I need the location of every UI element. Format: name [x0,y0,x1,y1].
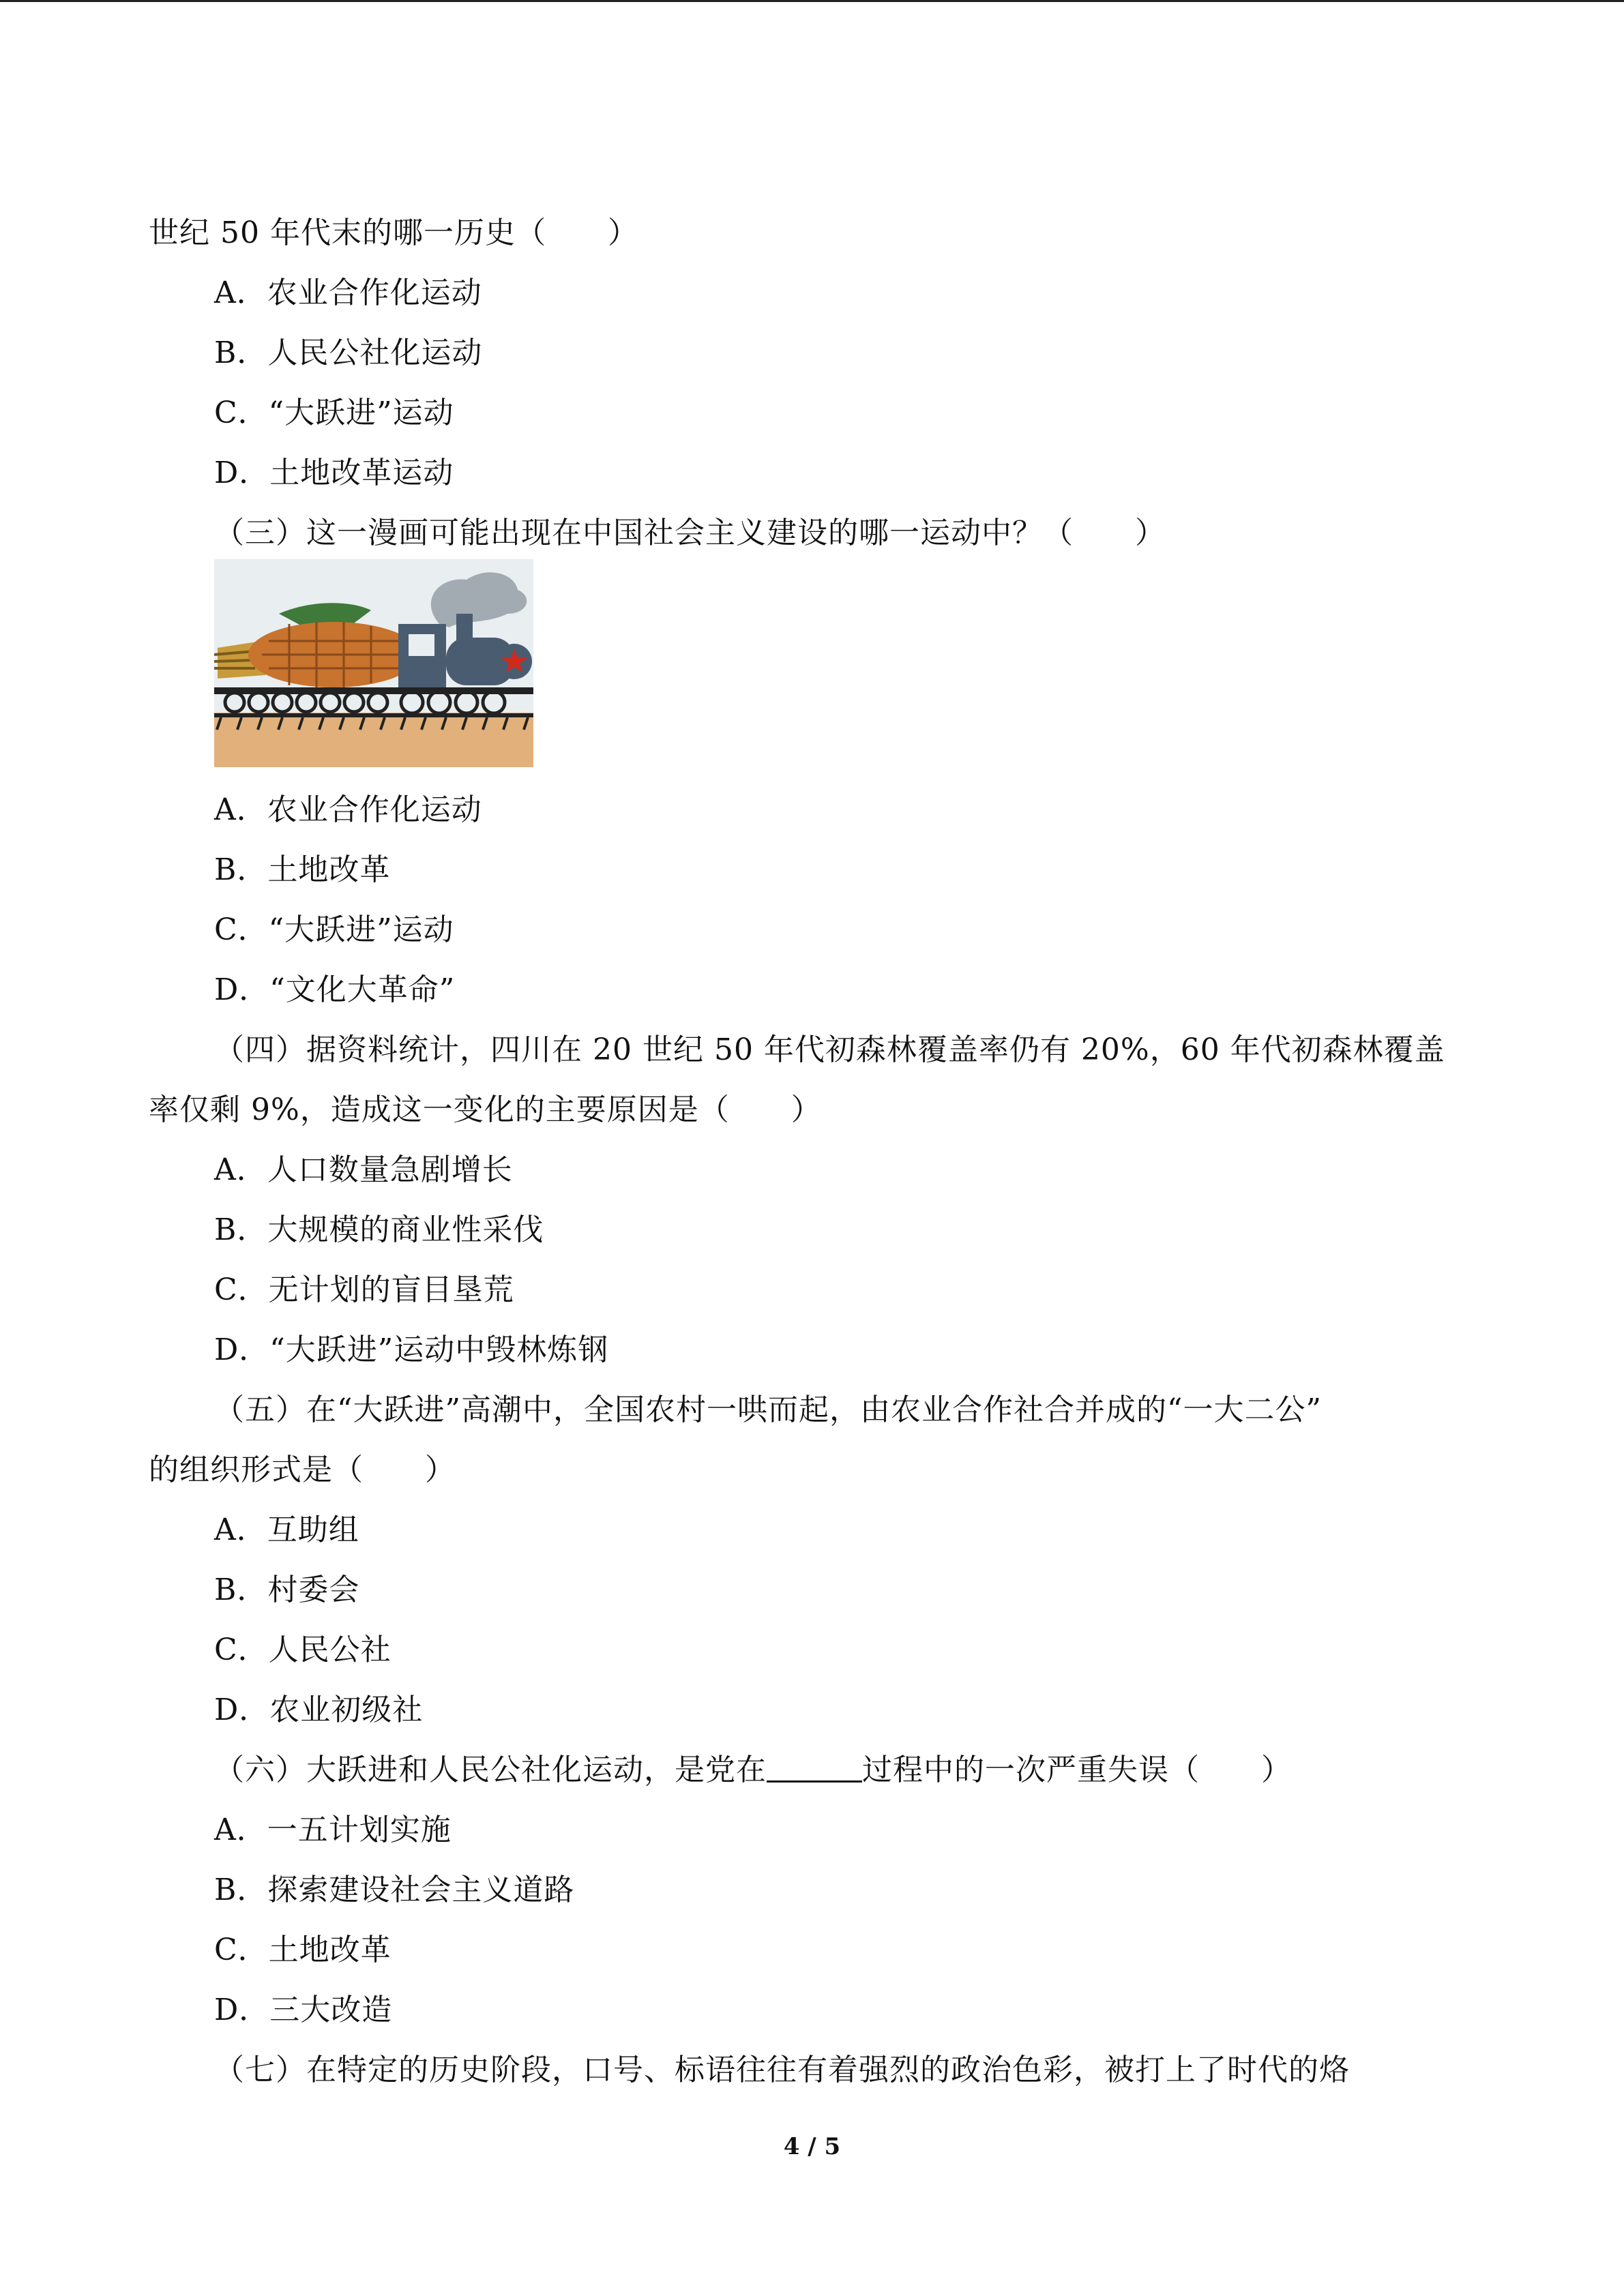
option-c: C．土地改革 [214,1933,392,1967]
question-4-stem: （四）据资料统计，四川在 20 世纪 50 年代初森林覆盖率仍有 20%，60 年代初森林覆盖 [214,1032,1445,1067]
option-a: A．农业合作化运动 [214,275,482,310]
option-c: C．无计划的盲目垦荒 [214,1272,514,1307]
option-a: A．农业合作化运动 [214,792,482,827]
option-b: B．大规模的商业性采伐 [214,1212,544,1247]
option-d: D．“文化大革命” [214,972,456,1007]
option-a: A．互助组 [214,1512,359,1547]
question-5-stem: （五）在“大跃进”高潮中，全国农村一哄而起，由农业合作社合并成的“一大二公” [214,1392,1322,1427]
question-3-stem: （三）这一漫画可能出现在中国社会主义建设的哪一运动中？（ ） [214,516,1166,550]
question-6-stem-part1: （六）大跃进和人民公社化运动，是党在 [214,1753,767,1787]
option-c: C．“大跃进”运动 [214,396,454,430]
page-number: 4 / 5 [783,2133,841,2160]
option-c: C．“大跃进”运动 [214,912,454,947]
option-b: B．村委会 [214,1572,360,1607]
option-d: D．农业初级社 [214,1693,424,1727]
question-6-stem-part2: 过程中的一次严重失误（ ） [862,1753,1292,1787]
fill-in-blank [767,1750,862,1783]
option-d: D．土地改革运动 [214,456,454,490]
option-d: D．三大改造 [214,1993,393,2027]
question-6-stem [214,1750,1292,1791]
option-c: C．人民公社 [214,1632,392,1667]
rail-bottom [214,713,533,717]
option-d: D．“大跃进”运动中毁林炼钢 [214,1332,609,1367]
question-text-line: 世纪 50 年代末的哪一历史（ ） [149,215,638,250]
option-b: B．土地改革 [214,852,391,887]
option-a: A．一五计划实施 [214,1813,452,1847]
top-border-line [0,0,1624,2]
question-7-stem: （七）在特定的历史阶段，口号、标语往往有着强烈的政治色彩，被打上了时代的烙 [214,2053,1350,2087]
train-cartoon-image [214,559,533,767]
option-b: B．探索建设社会主义道路 [214,1873,575,1907]
option-a: A．人口数量急剧增长 [214,1152,513,1187]
question-4-stem-cont: 率仅剩 9%，造成这一变化的主要原因是（ ） [149,1092,822,1127]
question-5-stem-cont: 的组织形式是（ ） [149,1452,456,1487]
option-b: B．人民公社化运动 [214,336,483,370]
